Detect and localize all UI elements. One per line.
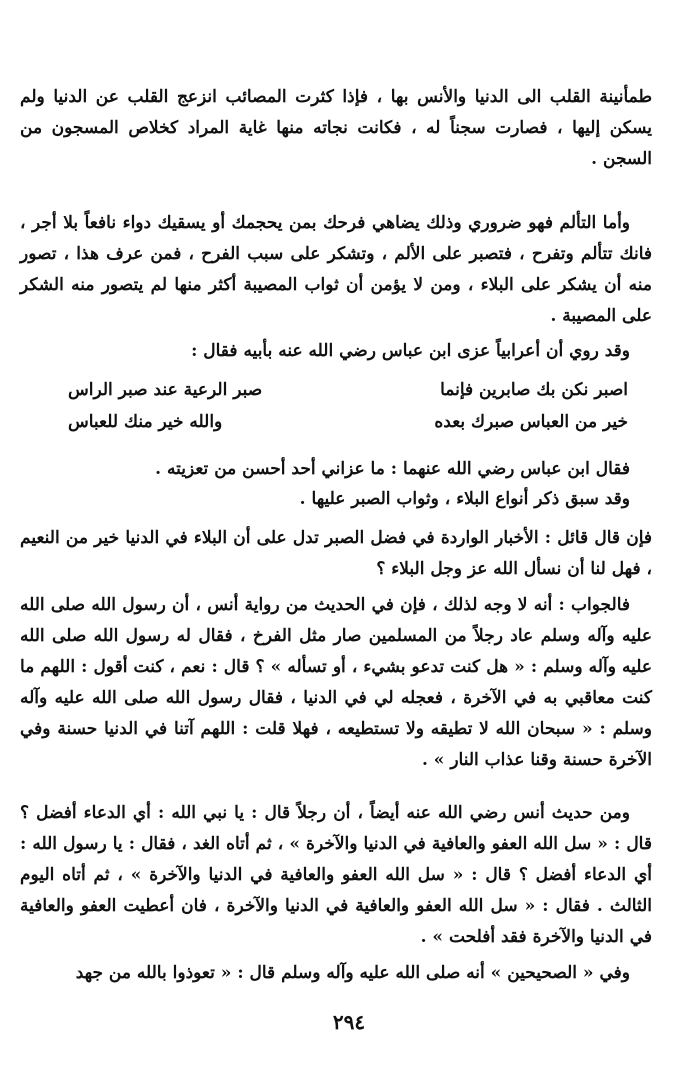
poem-line-2: [68, 412, 628, 432]
poem-line-2-second-hemistich: والله خير منك للعباس: [68, 412, 223, 432]
paragraph-sahihayn: وفي « الصحيحين » أنه صلى الله عليه وآله وسلم قال : « تعوذوا بالله من جهد: [75, 963, 630, 983]
paragraph-tranquility: طمأنينة القلب الى الدنيا والأنس بها ، فإذا كثرت المصائب انزعج القلب عن الدنيا ولم يسكن إليها ، فصارت سجناً له ، فكانت نجاته منها غاية المراد كخلاص المسجون من السجن .: [20, 87, 652, 169]
poem-line-1: [68, 380, 628, 400]
poem-line-2-first-hemistich: خير من العباس صبرك بعده: [434, 412, 628, 432]
poem-line-1-first-hemistich: اصبر نكن بك صابرين فإنما: [440, 380, 628, 400]
paragraph-ibn-abbas-reply: فقال ابن عباس رضي الله عنهما : ما عزاني أحد أحسن من تعزيته .: [155, 459, 630, 479]
poem-line-1-second-hemistich: صبر الرعية عند صبر الراس: [68, 380, 263, 400]
paragraph-answer: فالجواب : أنه لا وجه لذلك ، فإن في الحديث من رواية أنس ، أن رسول الله صلى الله عليه وآله وسلم عاد رجلاً من المسلمين صار مثل الفرخ ، فقال له رسول الله صلى الله عليه وآله وسلم : « هل كنت تدعو بشيء ، أو تسأله » ؟ قال : نعم ، كنت أقول : اللهم ما كنت معاقبي به في الآخرة ، فعجله لي في الدنيا ، فقال رسول الله صلى الله عليه وآله وسلم : « سبحان الله لا تطيقه ولا تستطيعه ، فهلا قلت : اللهم آتنا في الدنيا حسنة وفي الآخرة حسنة وقنا عذاب النار » .: [20, 595, 652, 770]
paragraph-hadith-anas: ومن حديث أنس رضي الله عنه أيضاً ، أن رجلاً قال : يا نبي الله : أي الدعاء أفضل ؟ قال : « سل الله العفو والعافية في الدنيا والآخرة » ، ثم أتاه الغد ، فقال : يا رسول الله : أي الدعاء أفضل ؟ قال : « سل الله العفو والعافية في الدنيا والآخرة » ، ثم أتاه اليوم الثالث . فقال : « سل الله العفو والعافية في الدنيا والآخرة ، فان أعطيت العفو والعافية في الدنيا والآخرة فقد أفلحت » .: [20, 803, 652, 947]
paragraph-question: فإن قال قائل : الأخبار الواردة في فضل الصبر تدل على أن البلاء في الدنيا خير من النعيم ، فهل لنا أن نسأل الله عز وجل البلاء ؟: [20, 528, 652, 579]
page-number: ٢٩٤: [332, 1010, 366, 1034]
paragraph-bedouin: وقد روي أن أعرابياً عزى ابن عباس رضي الله عنه بأبيه فقال :: [191, 341, 630, 361]
paragraph-types-of-affliction: وقد سبق ذكر أنواع البلاء ، وثواب الصبر عليها .: [299, 489, 630, 509]
paragraph-pain: وأما التألم فهو ضروري وذلك يضاهي فرحك بمن يحجمك أو يسقيك دواء نافعاً بلا أجر ، فانك تتألم وتفرح ، فتصبر على الألم ، وتشكر على سبب الفرح ، فمن عرف هذا ، تصور منه أن يشكر على البلاء ، ومن لا يؤمن أن ثواب المصيبة أكثر منها لم يتصور منه الشكر على المصيبة .: [20, 213, 652, 326]
